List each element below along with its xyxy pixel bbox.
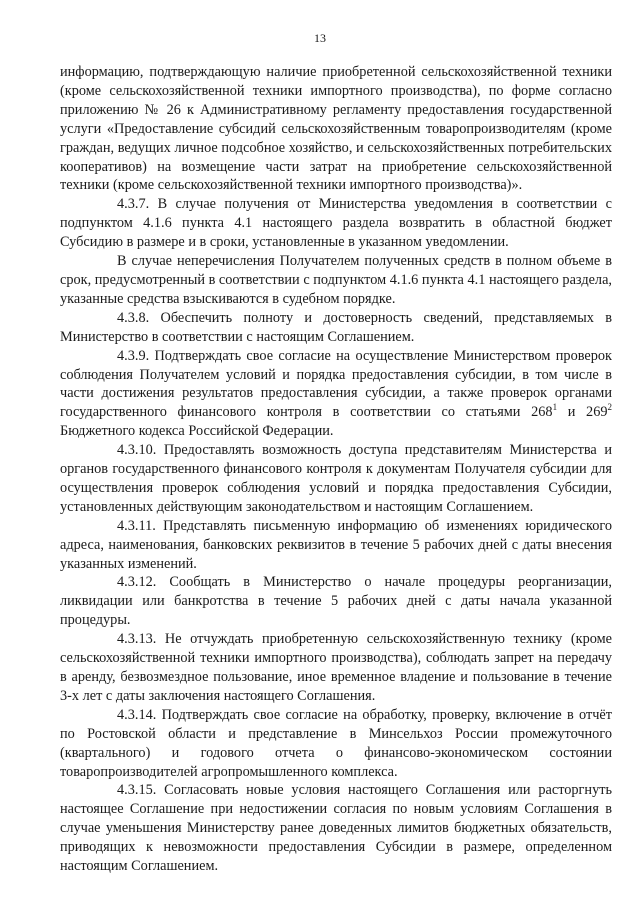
paragraph-4-3-13: 4.3.13. Не отчуждать приобретенную сельскохозяйственную технику (кроме сельскохозяйственной техники импортного производства), соблюдать запрет на передачу в аренду, безвозмездное пользование, иное временное владение и пользование в течение 3-х лет с даты заключения настоящего Соглашения. <box>60 631 612 704</box>
paragraph-4-3-9-text-mid: и 269 <box>557 404 608 421</box>
paragraph-4-3-9-text-after: Бюджетного кодекса Российской Федерации. <box>60 423 334 440</box>
paragraph-4-3-15: 4.3.15. Согласовать новые условия настоящего Соглашения или расторгнуть настоящее Соглашение при недостижении согласия по новым условиям Соглашения в случае уменьшения Министерству ранее доведенных лимитов бюджетных обязательств, приводящих к невозможности предоставления Субсидии в размере, определенном настоящим Соглашением. <box>60 782 612 875</box>
document-body <box>60 63 612 876</box>
paragraph-4-3-9-text-before: 4.3.9. Подтверждать свое согласие на осуществление Министерством проверок соблюдения Получателем условий и порядка предоставления субсидии, в том числе в части достижения результатов предоставления субсидии, а также проверок органами государственного финансового контроля в соответствии со статьями 268 <box>60 347 612 421</box>
paragraph-4-3-11: 4.3.11. Представлять письменную информацию об изменениях юридического адреса, наименования, банковских реквизитов в течение 5 рабочих дней с даты внесения указанных изменений. <box>60 517 612 572</box>
paragraph-continuation: информацию, подтверждающую наличие приобретенной сельскохозяйственной техники (кроме сельскохозяйственной техники импортного производства), по форме согласно приложению № 26 к Административному регламенту предоставления государственной услуги «Предоставление субсидий сельскохозяйственным товаропроизводителям (кроме граждан, ведущих личное подсобное хозяйство, и сельскохозяйственных потребительских кооперативов) на возмещение части затрат на приобретение сельскохозяйственной техники (кроме сельскохозяйственной техники импортного производства)». <box>60 64 612 194</box>
paragraph-4-3-14: 4.3.14. Подтверждать свое согласие на обработку, проверку, включение в отчёт по Ростовской области и представление в Минсельхоз России промежуточного (квартального) и годового отчета о финансово-экономическом состоянии товаропроизводителей агропромышленного комплекса. <box>60 706 612 780</box>
page-number: 13 <box>314 31 326 45</box>
paragraph-non-transfer: В случае неперечисления Получателем полученных средств в полном объеме в срок, предусмотренный в соответствии с подпунктом 4.1.6 пункта 4.1 настоящего раздела, указанные средства взыскиваются в судебном порядке. <box>60 253 612 307</box>
paragraph-4-3-10: 4.3.10. Предоставлять возможность доступа представителям Министерства и органов государственного финансового контроля к документам Получателя субсидии для осуществления проверок соблюдения условий и порядка предоставления Субсидии, установленных действующим законодательством и настоящим Соглашением. <box>60 442 612 515</box>
paragraph-4-3-12: 4.3.12. Сообщать в Министерство о начале процедуры реорганизации, ликвидации или банкротства в течение 5 рабочих дней с даты начала указанной процедуры. <box>60 574 612 629</box>
superscript-2: 2 <box>607 402 613 413</box>
superscript-1: 1 <box>552 402 558 413</box>
paragraph-4-3-8: 4.3.8. Обеспечить полноту и достоверность сведений, представляемых в Министерство в соответствии с настоящим Соглашением. <box>60 309 612 345</box>
paragraph-4-3-9 <box>60 347 612 442</box>
paragraph-4-3-7: 4.3.7. В случае получения от Министерства уведомления в соответствии с подпунктом 4.1.6 пункта 4.1 настоящего раздела возвратить в областной бюджет Субсидию в размере и в сроки, установленные в указанном уведомлении. <box>60 196 612 251</box>
